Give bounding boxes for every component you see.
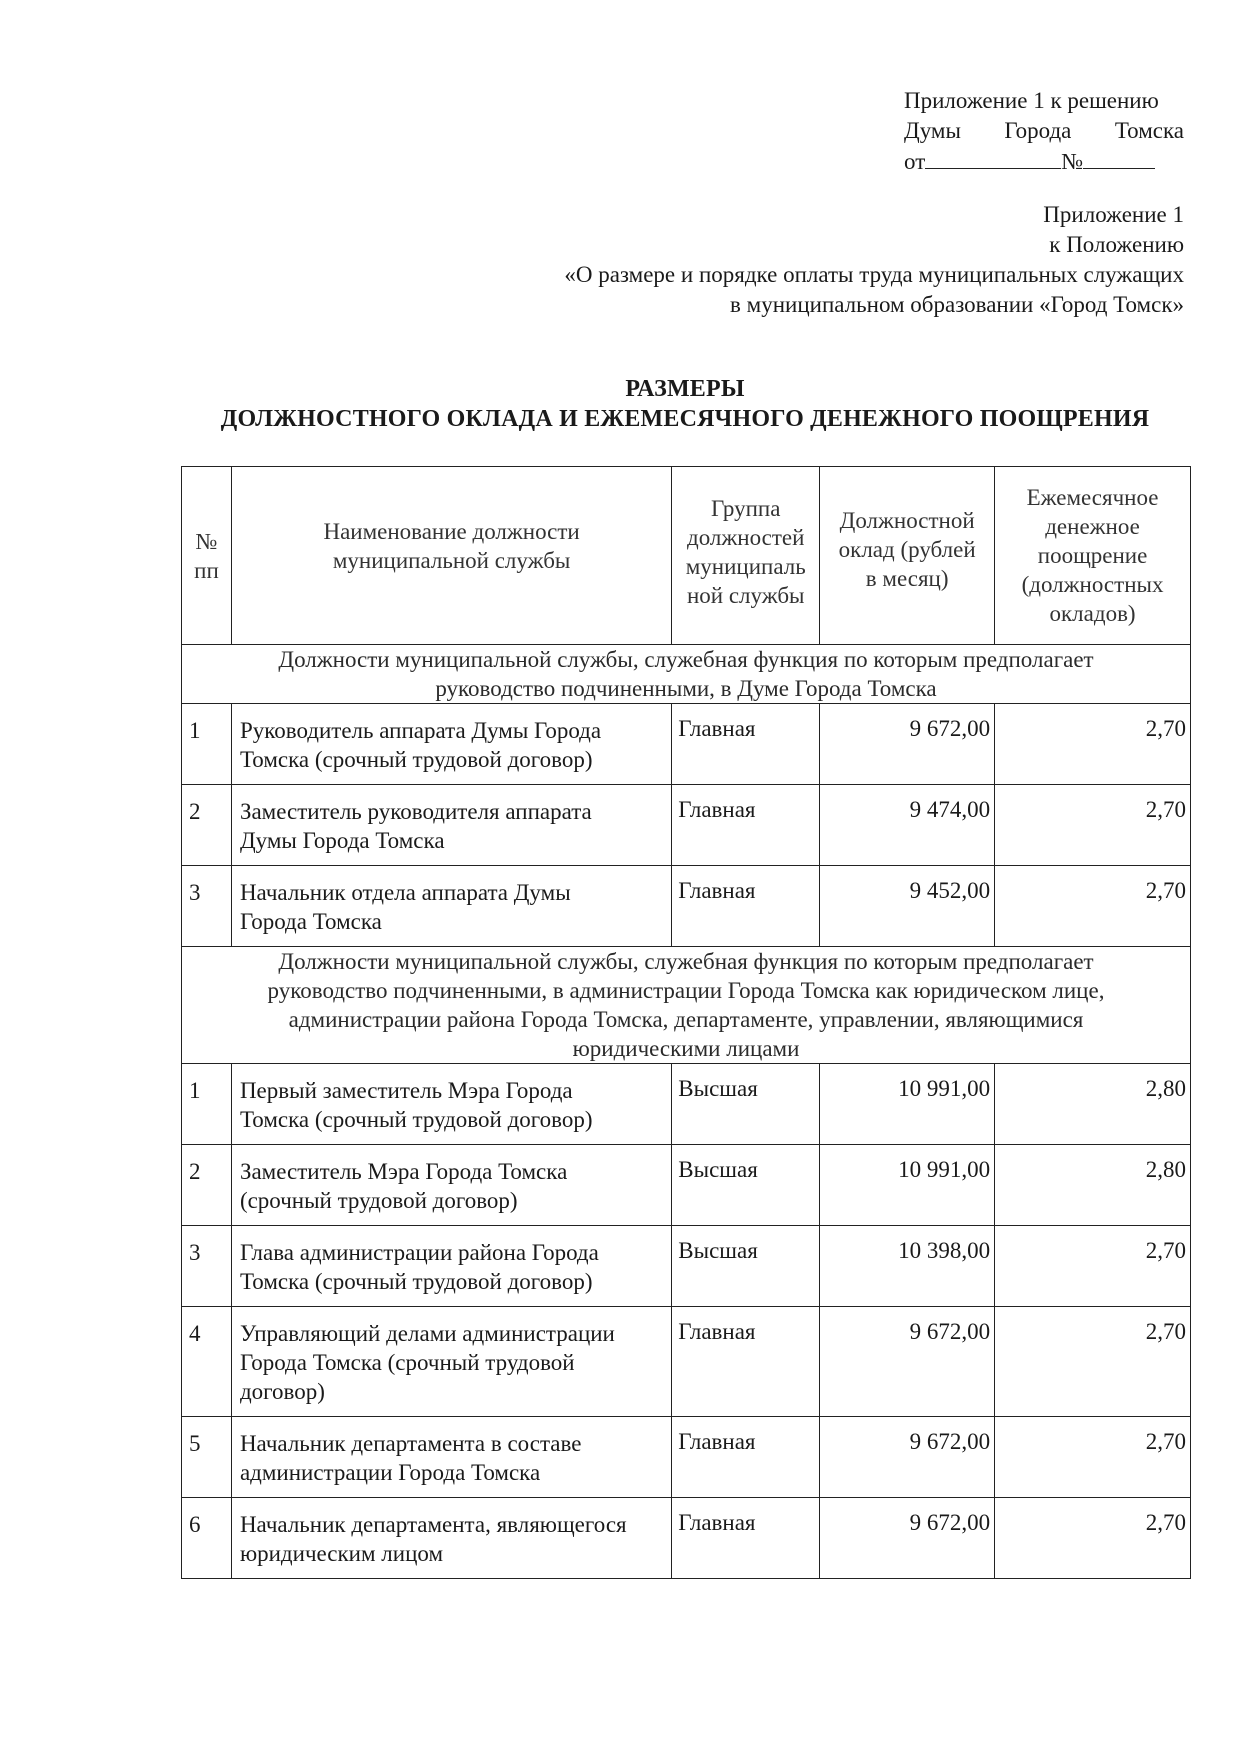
position-group: Главная <box>672 785 820 866</box>
position-group: Высшая <box>672 1145 820 1226</box>
row-number: 1 <box>182 704 232 785</box>
header-salary: Должностной оклад (рублей в месяц) <box>820 467 995 645</box>
title-line2: ДОЛЖНОСТНОГО ОКЛАДА И ЕЖЕМЕСЯЧНОГО ДЕНЕЖНОГО ПООЩРЕНИЯ <box>220 406 1150 432</box>
row-number: 2 <box>182 785 232 866</box>
bonus-value: 2,70 <box>995 1498 1191 1579</box>
row-number: 6 <box>182 1498 232 1579</box>
table-header-row <box>182 467 1191 645</box>
position-name: Руководитель аппарата Думы Города Томска (срочный трудовой договор) <box>231 704 671 785</box>
position-group: Главная <box>672 1307 820 1417</box>
salary-value: 9 672,00 <box>820 1498 995 1579</box>
table-row <box>182 1498 1191 1579</box>
position-name: Управляющий делами администрации Города Томска (срочный трудовой договор) <box>231 1307 671 1417</box>
row-number: 2 <box>182 1145 232 1226</box>
bonus-value: 2,80 <box>995 1064 1191 1145</box>
number-blank-field <box>1083 146 1155 169</box>
appendix-regulation-line2: к Положению <box>1049 232 1184 257</box>
table-row <box>182 1307 1191 1417</box>
salary-table <box>181 466 1191 1579</box>
table-row <box>182 1064 1191 1145</box>
number-sign: № <box>1061 149 1084 174</box>
position-group: Главная <box>672 1417 820 1498</box>
appendix-decision-line1: Приложение 1 к решению <box>904 88 1159 113</box>
section-duma-title: Должности муниципальной службы, служебная функция по которым предполагает руководство подчиненными, в Думе Города Томска <box>182 645 1191 704</box>
date-prefix: от <box>904 149 926 174</box>
position-name: Глава администрации района Города Томска (срочный трудовой договор) <box>231 1226 671 1307</box>
section-heading-row <box>182 645 1191 704</box>
position-group: Главная <box>672 704 820 785</box>
salary-value: 10 398,00 <box>820 1226 995 1307</box>
salary-value: 10 991,00 <box>820 1064 995 1145</box>
row-number: 1 <box>182 1064 232 1145</box>
salary-value: 9 452,00 <box>820 866 995 947</box>
appendix-regulation-line3: «О размере и порядке оплаты труда муниципальных служащих <box>564 262 1184 287</box>
appendix-decision-line2 <box>904 116 1184 146</box>
bonus-value: 2,70 <box>995 1226 1191 1307</box>
salary-value: 10 991,00 <box>820 1145 995 1226</box>
appendix-decision-block <box>904 86 1184 177</box>
section-administration-title: Должности муниципальной службы, служебная функция по которым предполагает руководство подчиненными, в администрации Города Томска как юридическом лице, администрации района Города Томска, департаменте, управлении, являющимися юридическими лицами <box>182 947 1191 1064</box>
row-number: 3 <box>182 1226 232 1307</box>
header-monthly-bonus: Ежемесячное денежное поощрение (должностных окладов) <box>995 467 1191 645</box>
appendix-regulation-line1: Приложение 1 <box>1043 202 1184 227</box>
bonus-value: 2,70 <box>995 866 1191 947</box>
row-number: 5 <box>182 1417 232 1498</box>
table-row <box>182 704 1191 785</box>
bonus-value: 2,70 <box>995 1307 1191 1417</box>
header-position-group: Группа должностей муниципаль ной службы <box>672 467 820 645</box>
word-tomska: Томска <box>1114 118 1184 143</box>
row-number: 3 <box>182 866 232 947</box>
word-dumy: Думы <box>904 118 961 143</box>
position-group: Главная <box>672 866 820 947</box>
bonus-value: 2,70 <box>995 785 1191 866</box>
document-title <box>180 374 1190 434</box>
word-goroda: Города <box>1004 118 1072 143</box>
appendix-regulation-block <box>564 200 1184 320</box>
table-row <box>182 1145 1191 1226</box>
table-row <box>182 785 1191 866</box>
section-heading-row <box>182 947 1191 1064</box>
position-name: Начальник департамента в составе администрации Города Томска <box>231 1417 671 1498</box>
bonus-value: 2,70 <box>995 704 1191 785</box>
position-name: Заместитель руководителя аппарата Думы Города Томска <box>231 785 671 866</box>
title-line1: РАЗМЕРЫ <box>625 376 745 402</box>
position-name: Начальник отдела аппарата Думы Города Томска <box>231 866 671 947</box>
header-position-name: Наименование должности муниципальной службы <box>231 467 671 645</box>
salary-value: 9 672,00 <box>820 704 995 785</box>
position-group: Главная <box>672 1498 820 1579</box>
position-group: Высшая <box>672 1064 820 1145</box>
position-group: Высшая <box>672 1226 820 1307</box>
salary-value: 9 672,00 <box>820 1307 995 1417</box>
header-num: № пп <box>182 467 232 645</box>
salary-value: 9 474,00 <box>820 785 995 866</box>
position-name: Начальник департамента, являющегося юридическим лицом <box>231 1498 671 1579</box>
date-blank-field <box>925 146 1061 169</box>
row-number: 4 <box>182 1307 232 1417</box>
appendix-decision-date-line <box>904 146 1184 177</box>
appendix-regulation-line4: в муниципальном образовании «Город Томск» <box>730 292 1184 317</box>
table-row <box>182 1417 1191 1498</box>
table-row <box>182 1226 1191 1307</box>
position-name: Заместитель Мэра Города Томска (срочный трудовой договор) <box>231 1145 671 1226</box>
bonus-value: 2,70 <box>995 1417 1191 1498</box>
salary-value: 9 672,00 <box>820 1417 995 1498</box>
table-row <box>182 866 1191 947</box>
position-name: Первый заместитель Мэра Города Томска (срочный трудовой договор) <box>231 1064 671 1145</box>
bonus-value: 2,80 <box>995 1145 1191 1226</box>
